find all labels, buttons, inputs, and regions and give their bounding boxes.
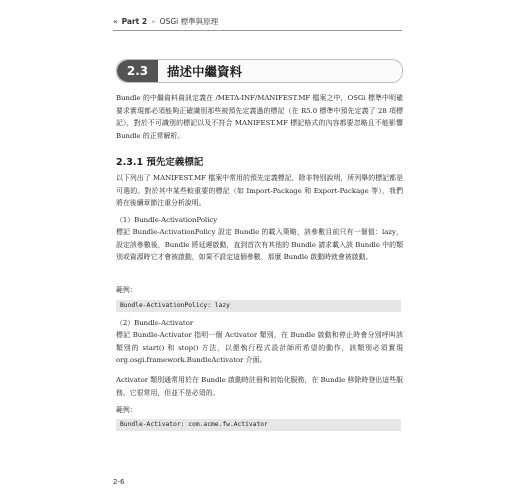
item-1-block — [116, 214, 403, 264]
intro-paragraph: Bundle 的中繼資料資訊定義在 /META-INF/MANIFEST.MF 檔案之中，OSGi 標準中明確要求實現都必須能夠正確識別那些被預先定義過的標記（在 R5.0 標準中預先定義了 28 項標記），對於不可識別的標記以及不符合 MANIFEST.MF 標記格式的內容都要忽略且不能影響 Bundle 的正常解析。 — [116, 94, 403, 140]
item-2-example-block — [116, 404, 403, 416]
item-1-example-block — [116, 284, 403, 296]
part-marker-icon-right: » — [151, 16, 156, 26]
part-marker-icon: « — [113, 16, 118, 26]
section-title: 描述中繼資料 — [167, 64, 243, 79]
item-1-code: Bundle-ActivationPolicy: lazy — [116, 300, 401, 312]
subsection-heading: 2.3.1 預先定義標記 — [116, 157, 204, 168]
header-rule — [113, 30, 402, 31]
item-2-block — [116, 317, 403, 367]
page-number: 2-6 — [113, 478, 125, 486]
section-number: 2.3 — [117, 60, 158, 82]
item-1-example-label: 範例： — [116, 286, 137, 294]
subsection-paragraph: 以下列出了 MANIFEST.MF 檔案中常用的預先定義標記，除非特別說明，所列舉的標記都是可選的。對於其中某些較重要的標記（如 Import-Package 和 Export-Package 等），我們將在後續章節注重分析說明。 — [116, 174, 403, 208]
part-label: Part 2 — [121, 16, 148, 26]
subsection-block — [116, 172, 403, 210]
item-2-code: Bundle-Activator: com.acme.fw.Activator — [116, 419, 401, 431]
item-2-note-block — [116, 374, 403, 399]
item-1-description: 標記 Bundle-ActivationPolicy 設定 Bundle 的載入策略，該參數目前只有一個值：lazy，設定該參數後，Bundle 將延遲啟動，直到首次有其他的 Bundle 請求載入該 Bundle 中的類別或資源時它才會被啟動，如果不設定這個參數，那麼 Bundle 啟動時就會被啟動。 — [116, 228, 403, 262]
item-2-label: （2）Bundle-Activator — [116, 319, 194, 327]
item-2-description: 標記 Bundle-Activator 指明一個 Activator 類別，在 Bundle 啟動和停止時會分別呼叫該類別的 start() 和 stop() 方法，以便執行程式設計師所希望的動作，該類別必須實現 org.osgi.framework.BundleActivator 介面。 — [116, 331, 403, 365]
item-2-example-label: 範例： — [116, 406, 137, 414]
item-1-label: （1）Bundle-ActivationPolicy — [116, 216, 218, 224]
running-header-title: OSGi 標準與原理 — [159, 16, 219, 26]
intro-block — [116, 92, 403, 142]
item-2-note: Activator 類別通常用於在 Bundle 啟動時註冊和初始化服務，在 Bundle 移除時登出這些服務。它很常用，但並不是必須的。 — [116, 376, 403, 397]
section-heading — [116, 59, 403, 83]
running-header — [113, 13, 218, 29]
